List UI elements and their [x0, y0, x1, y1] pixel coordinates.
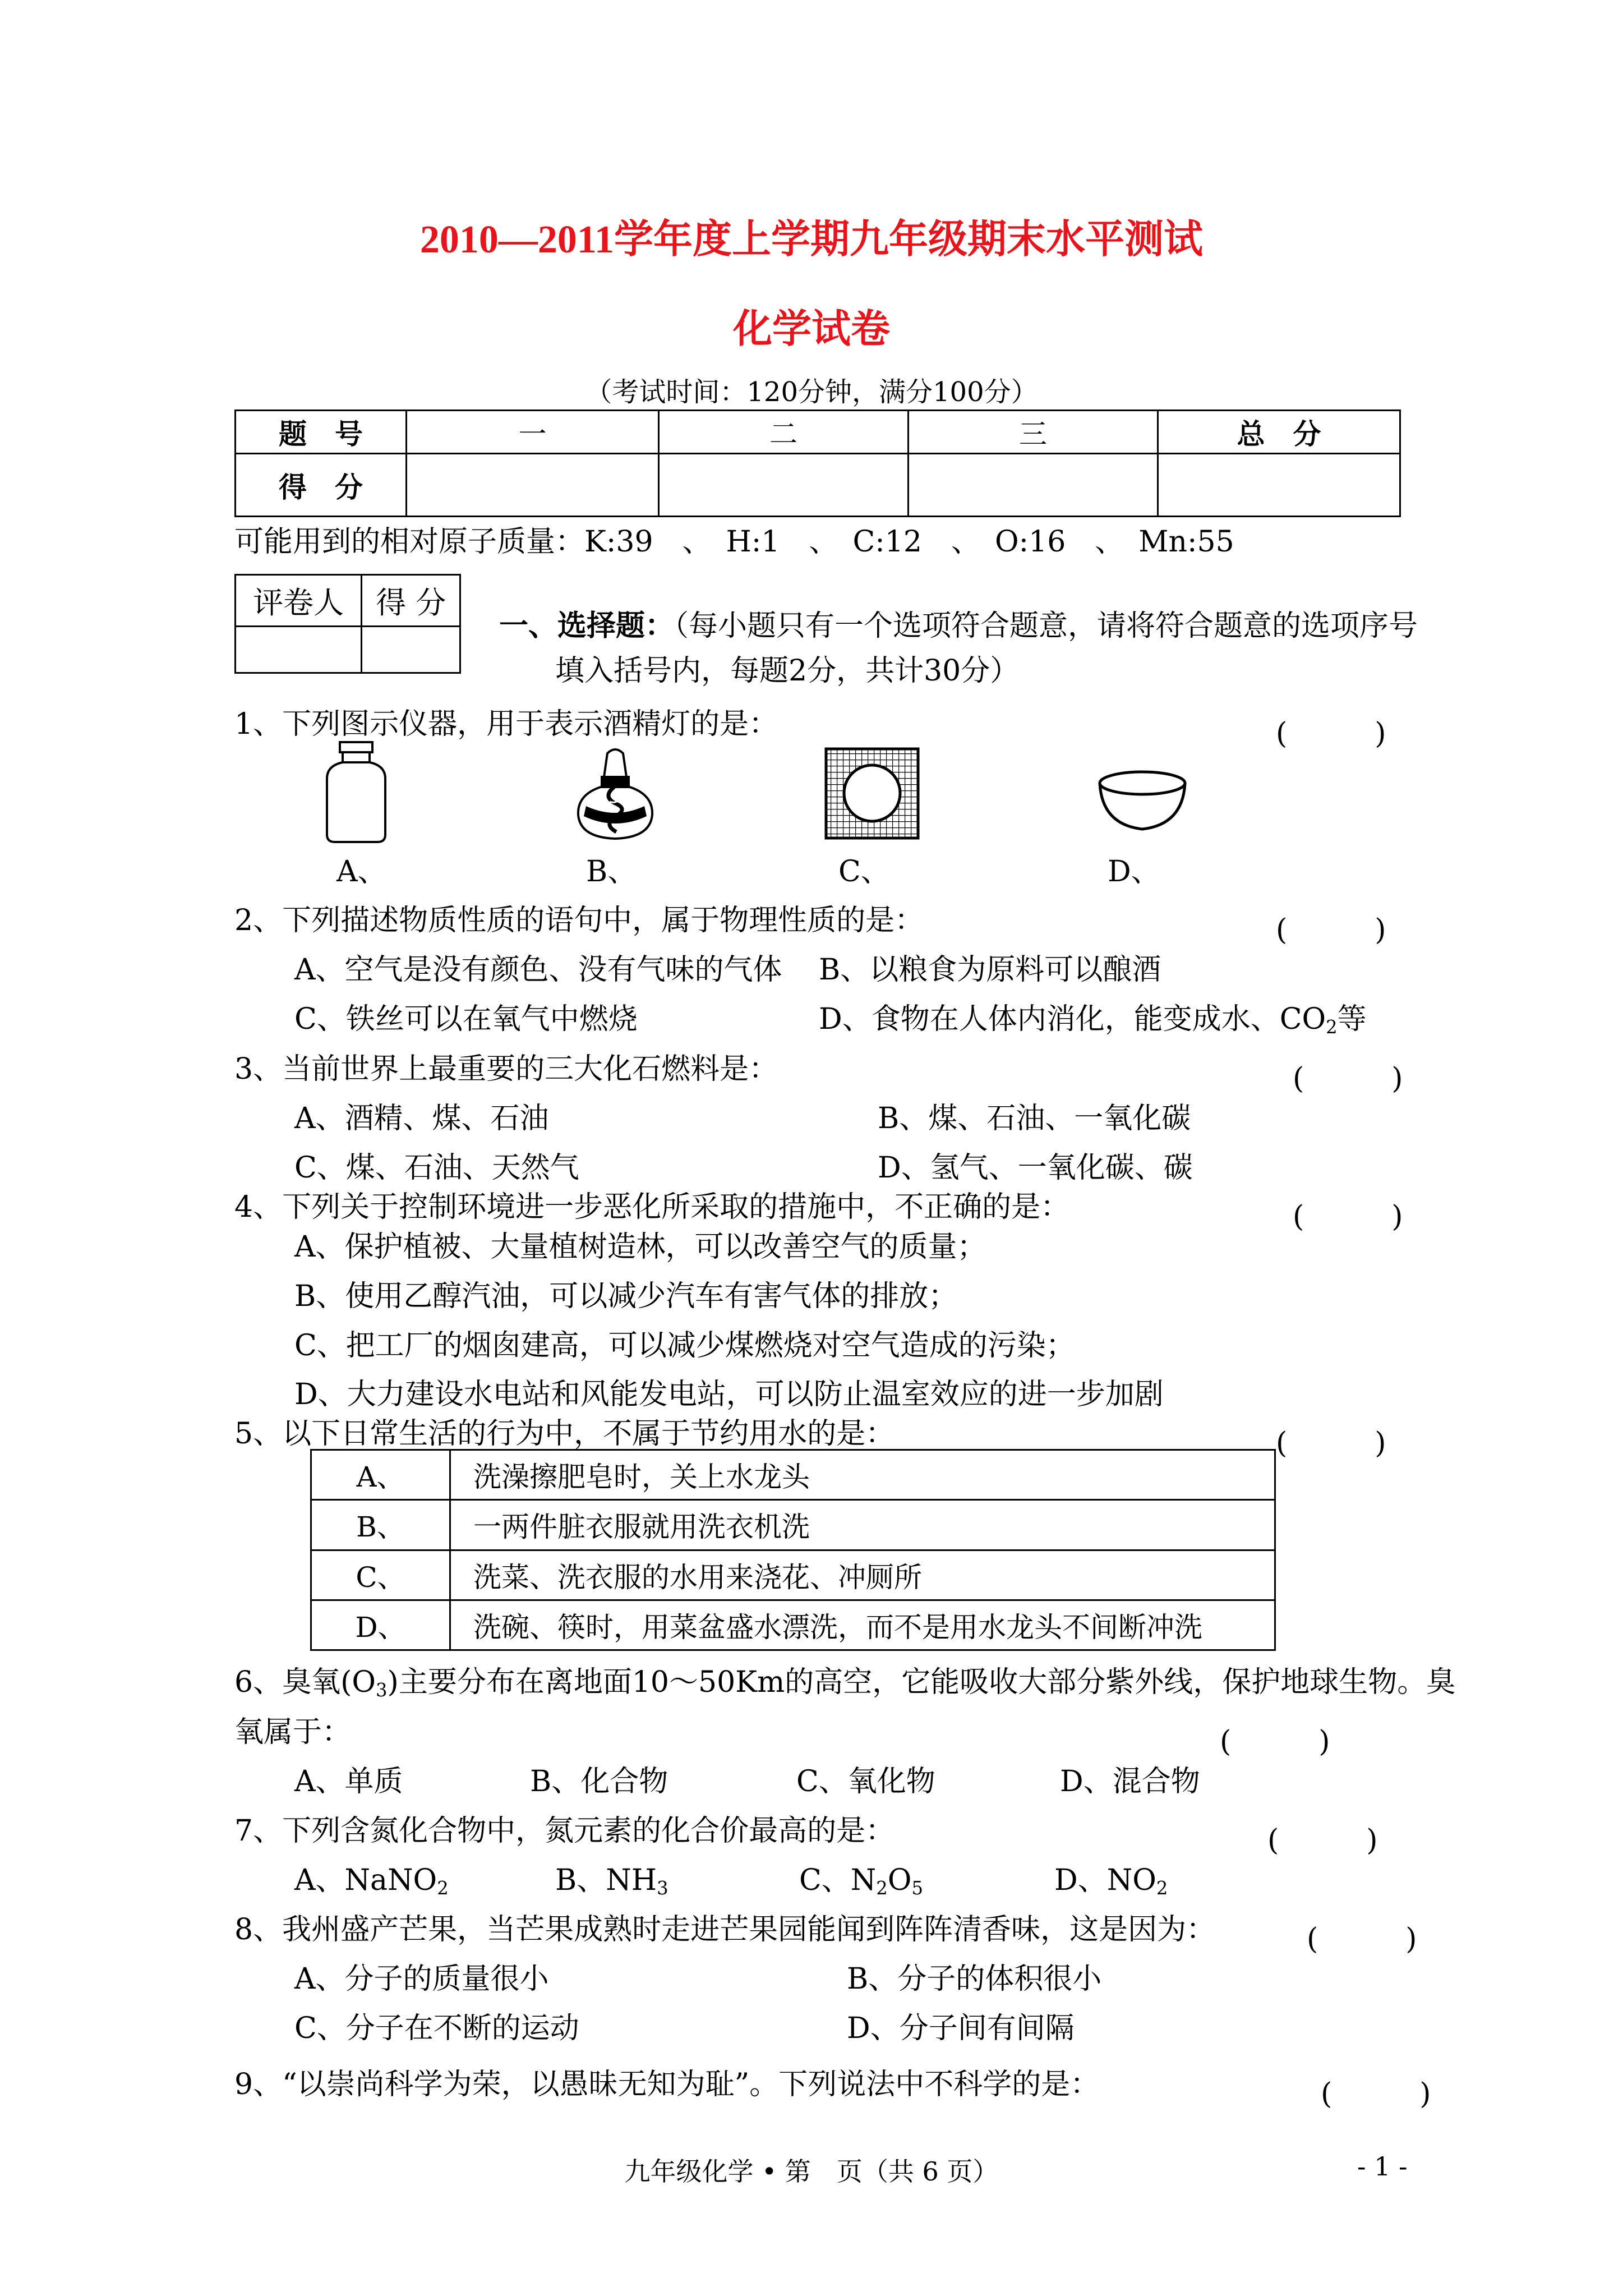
q4-option-c: C、把工厂的烟囱建高，可以减少煤燃烧对空气造成的污染；: [294, 1329, 1075, 1363]
q8-option-b: B、分子的体积很小: [847, 1962, 1102, 1996]
wire-gauze-icon: [824, 747, 920, 840]
answer-bracket[interactable]: ( ): [1293, 1200, 1403, 1234]
section-heading-text: （每小题只有一个选项符合题意，请将符合题意的选项序号: [674, 609, 1418, 643]
grader-box: [234, 574, 461, 674]
q9-stem: 9、“以崇尚科学为荣，以愚昧无知为耻”。下列说法中不科学的是：: [234, 2068, 1100, 2101]
answer-bracket[interactable]: ( ): [1276, 913, 1386, 947]
section-heading: [499, 611, 1418, 641]
q5-option-text: 洗菜、洗衣服的水用来浇花、冲厕所: [450, 1550, 1275, 1600]
q7-stem: 7、下列含氮化合物中，氮元素的化合价最高的是：: [234, 1814, 895, 1848]
answer-bracket[interactable]: ( ): [1307, 1922, 1417, 1956]
alcohol-lamp-icon: [575, 743, 656, 844]
q2-option-d: D、食物在人体内消化，能变成水、$CO_2$等: [819, 1002, 1367, 1038]
q8-option-d: D、分子间有间隔: [847, 2012, 1075, 2045]
score-table: [234, 409, 1401, 517]
q5-options-table: [310, 1449, 1276, 1651]
score-header-cell: 总 分: [1158, 411, 1400, 454]
q1-stem: 1、下列图示仪器，用于表示酒精灯的是：: [234, 707, 778, 741]
q7-option-a: A、NaNO$_2$: [294, 1864, 449, 1899]
q4-option-d: D、大力建设水电站和风能发电站，可以防止温室效应的进一步加剧: [294, 1378, 1164, 1411]
exam-info: （考试时间：120分钟，满分100分）: [585, 376, 1038, 408]
q7-option-b: B、$NH_3$: [555, 1864, 668, 1899]
answer-bracket[interactable]: ( ): [1276, 717, 1386, 751]
q2-stem: 2、下列描述物质性质的语句中，属于物理性质的是：: [234, 904, 924, 937]
page-number: - 1 -: [1357, 2151, 1408, 2182]
answer-bracket[interactable]: ( ): [1293, 1062, 1403, 1096]
q1-option-label: A、: [336, 855, 387, 889]
atomic-masses: 可能用到的相对原子质量：K:39 、 H:1 、 C:12 、 O:16 、 Mn:55: [234, 525, 1234, 559]
q5-option-label: B、: [311, 1500, 450, 1550]
score-header-cell: 一: [407, 411, 659, 454]
score-header-cell: 三: [909, 411, 1158, 454]
q6-option-d: D、混合物: [1060, 1765, 1200, 1798]
q5-option-text: 洗澡擦肥皂时，关上水龙头: [450, 1450, 1275, 1500]
q2-option-a: A、空气是没有颜色、没有气味的气体: [294, 953, 782, 987]
q1-option-label: C、: [838, 855, 890, 889]
score-header-cell: 题 号: [236, 411, 407, 454]
q5-option-label: D、: [311, 1600, 450, 1650]
q3-stem: 3、当前世界上最重要的三大化石燃料是：: [234, 1052, 778, 1086]
answer-bracket[interactable]: ( ): [1220, 1725, 1330, 1759]
q5-option-text: 一两件脏衣服就用洗衣机洗: [450, 1500, 1275, 1550]
q4-option-a: A、保护植被、大量植树造林，可以改善空气的质量；: [294, 1230, 986, 1264]
q1-option-label: D、: [1108, 855, 1160, 889]
grader-score-label: 得 分: [362, 575, 460, 627]
score-cell-total[interactable]: [1158, 454, 1400, 517]
q2-option-b: B、以粮食为原料可以酿酒: [819, 953, 1161, 987]
answer-bracket[interactable]: ( ): [1276, 1427, 1386, 1460]
q7-option-d: D、$NO_2$: [1054, 1864, 1168, 1899]
answer-bracket[interactable]: ( ): [1267, 1824, 1378, 1857]
q3-option-b: B、煤、石油、一氧化碳: [878, 1102, 1191, 1135]
score-cell-1[interactable]: [407, 454, 659, 517]
q6-stem-line2: 氧属于：: [234, 1715, 352, 1749]
q3-option-a: A、酒精、煤、石油: [294, 1102, 549, 1135]
score-cell-2[interactable]: [659, 454, 909, 517]
q2-option-c: C、铁丝可以在氧气中燃烧: [294, 1002, 638, 1036]
score-header-cell: 二: [659, 411, 909, 454]
q5-option-text: 洗碗、筷时，用菜盆盛水漂洗，而不是用水龙头不间断冲洗: [450, 1600, 1275, 1650]
q3-option-d: D、氢气、一氧化碳、碳: [878, 1151, 1193, 1185]
page-footer: 九年级化学 • 第 页（共 6 页）: [624, 2156, 999, 2187]
grader-score-cell[interactable]: [362, 627, 460, 673]
score-cell-3[interactable]: [909, 454, 1158, 517]
q5-option-label: C、: [311, 1550, 450, 1600]
grader-label: 评卷人: [236, 575, 362, 627]
q8-option-a: A、分子的质量很小: [294, 1962, 549, 1996]
answer-bracket[interactable]: ( ): [1321, 2077, 1431, 2111]
score-row-label: 得 分: [236, 454, 407, 517]
exam-subtitle: 化学试卷: [733, 308, 890, 351]
section-heading-line2: 填入括号内，每题2分，共计30分）: [555, 654, 1020, 688]
wide-mouth-bottle-icon: [322, 740, 390, 844]
q5-stem: 5、以下日常生活的行为中，不属于节约用水的是：: [234, 1417, 895, 1451]
grader-name-cell[interactable]: [236, 627, 362, 673]
q6-option-c: C、氧化物: [796, 1765, 935, 1798]
q6-option-a: A、单质: [294, 1765, 403, 1798]
q8-option-c: C、分子在不断的运动: [294, 2012, 579, 2045]
q7-option-c: C、$N_2O_5$: [799, 1864, 923, 1899]
q4-option-b: B、使用乙醇汽油，可以减少汽车有害气体的排放；: [294, 1280, 958, 1313]
q4-stem: 4、下列关于控制环境进一步恶化所采取的措施中，不正确的是：: [234, 1190, 1070, 1224]
q1-option-label: B、: [586, 855, 637, 889]
q6-option-b: B、化合物: [530, 1765, 668, 1798]
section-heading-bold: 一、选择题：: [499, 609, 675, 643]
q5-option-label: A、: [311, 1450, 450, 1500]
exam-title: 2010—2011学年度上学期九年级期末水平测试: [419, 218, 1204, 261]
q6-stem: 6、臭氧$(O_3)$主要分布在离地面10～50Km的高空，它能吸收大部分紫外线，保护地球生物。臭: [234, 1665, 1456, 1701]
q8-stem: 8、我州盛产芒果，当芒果成熟时走进芒果园能闻到阵阵清香味，这是因为：: [234, 1913, 1216, 1947]
evaporating-dish-icon: [1096, 769, 1189, 833]
q3-option-c: C、煤、石油、天然气: [294, 1151, 579, 1185]
